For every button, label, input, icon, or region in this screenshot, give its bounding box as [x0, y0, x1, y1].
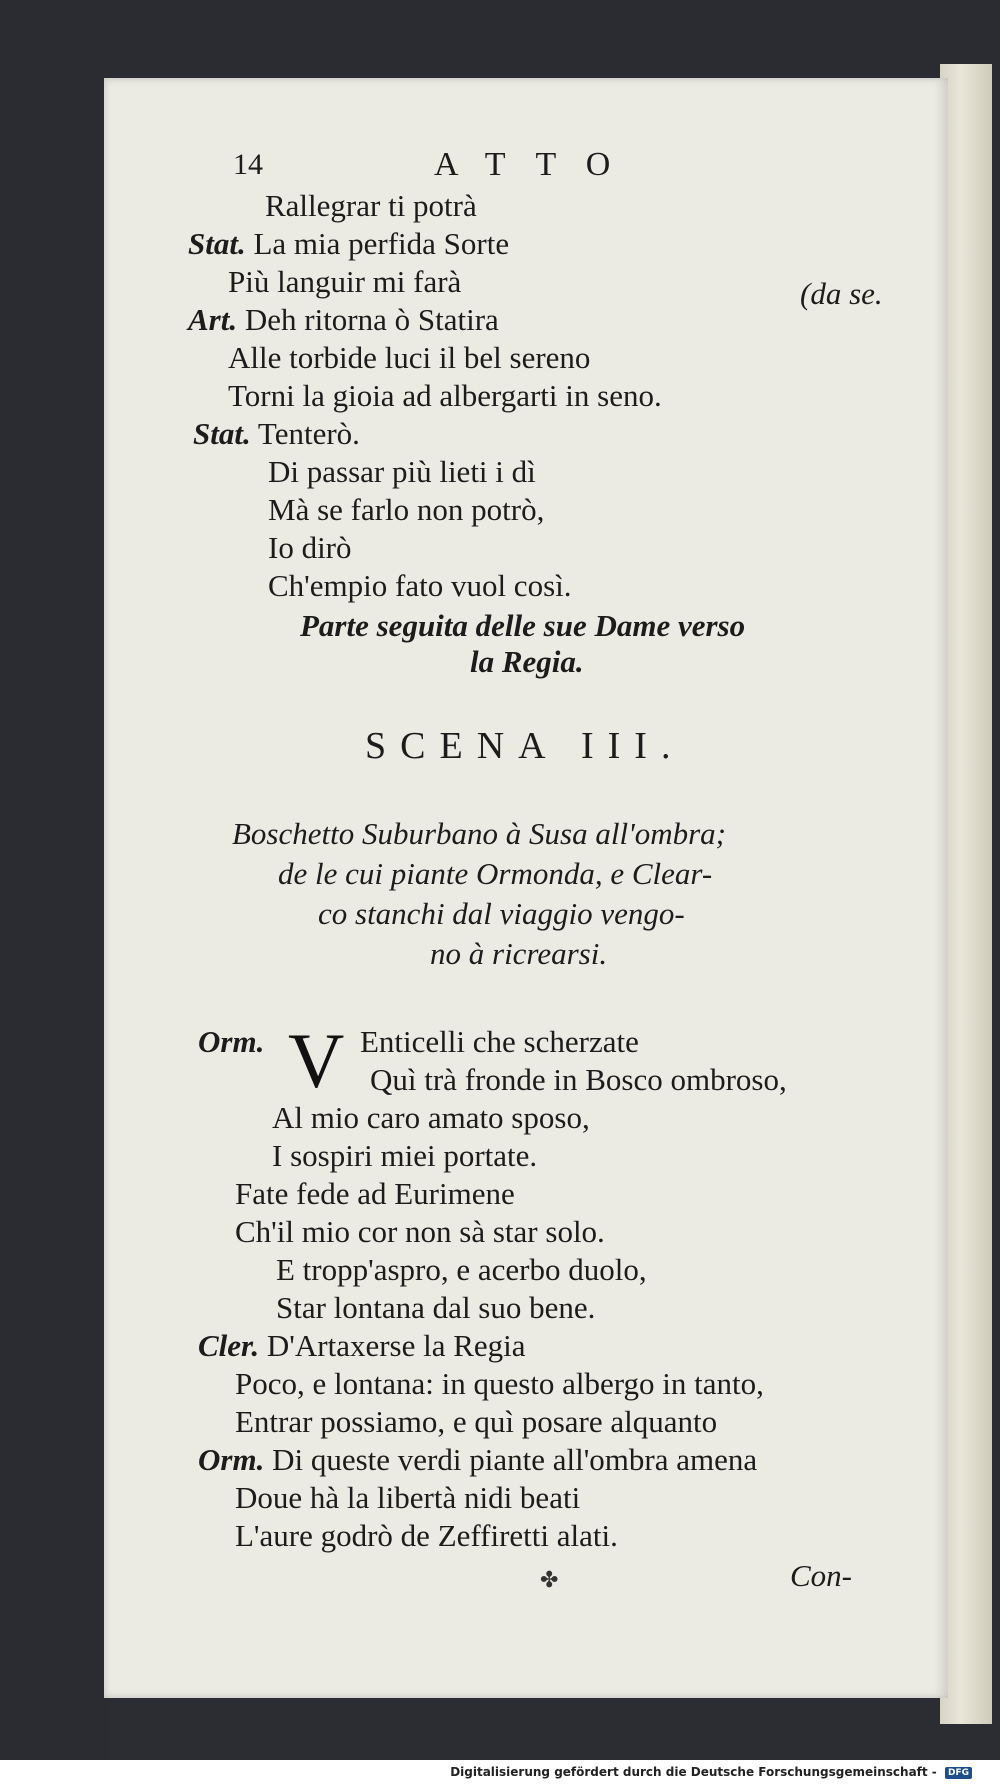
verse-line — [235, 1404, 717, 1440]
verse-line — [268, 568, 572, 604]
scan-background-left — [0, 0, 110, 1785]
speaker-label: Art. — [188, 302, 238, 337]
verse-line — [228, 378, 662, 414]
verse-text: Ch'empio fato vuol così. — [268, 568, 572, 603]
verse-line — [276, 1290, 595, 1326]
verse-text: Entrar possiamo, e quì posare alquanto — [235, 1404, 718, 1439]
verse-text: Doue hà la libertà nidi beati — [235, 1480, 581, 1515]
verse-line — [268, 530, 352, 566]
verse-line — [235, 1366, 764, 1402]
scene-description-line: no à ricrearsi. — [430, 936, 608, 971]
verse-line — [272, 1100, 590, 1136]
stage-aside: (da se. — [800, 276, 883, 311]
speaker-label: Orm. — [198, 1024, 265, 1059]
verse-line — [228, 264, 461, 300]
verse-text: Poco, e lontana: in questo albergo in tanto, — [235, 1366, 764, 1401]
page-number: 14 — [233, 148, 263, 181]
scene-title: SCENA III. — [365, 725, 685, 767]
speaker-label: Cler. — [198, 1328, 260, 1363]
drop-cap: V — [288, 1017, 345, 1104]
verse-text: Tenterò. — [257, 416, 360, 451]
verse-text: L'aure godrò de Zeffiretti alati. — [235, 1518, 618, 1553]
verse-text: I sospiri miei portate. — [272, 1138, 538, 1173]
speaker-label: Orm. — [198, 1442, 265, 1477]
verse-text: Deh ritorna ò Statira — [244, 302, 499, 337]
verse-line — [360, 1024, 639, 1060]
verse-text: Di queste verdi piante all'ombra amena — [272, 1442, 758, 1477]
scene-description-line: Boschetto Suburbano à Susa all'ombra; — [232, 816, 727, 851]
verse-line — [268, 492, 544, 528]
verse-text: Rallegrar ti potrà — [265, 188, 477, 223]
catchword: Con- — [790, 1558, 852, 1593]
verse-line — [188, 302, 499, 338]
running-head: ATTO — [434, 146, 641, 183]
verse-line — [193, 416, 360, 452]
printer-ornament-icon: ✤ — [540, 1568, 561, 1593]
verse-line — [370, 1062, 787, 1098]
digitization-credit — [450, 1765, 972, 1779]
speaker-label: Stat. — [193, 416, 251, 451]
verse-text: Più languir mi farà — [228, 264, 462, 299]
verse-line — [198, 1328, 526, 1364]
stage-direction-line: la Regia. — [470, 644, 584, 679]
scene-description-line: co stanchi dal viaggio vengo- — [318, 896, 685, 931]
verse-line — [198, 1442, 757, 1478]
verse-text: Ch'il mio cor non sà star solo. — [235, 1214, 605, 1249]
speaker-label: Stat. — [188, 226, 246, 261]
verse-line — [235, 1176, 515, 1212]
verse-line — [268, 454, 536, 490]
verse-line — [235, 1480, 580, 1516]
verse-text: Al mio caro amato sposo, — [272, 1100, 590, 1135]
verse-text: Di passar più lieti i dì — [268, 454, 536, 489]
stage-direction-line: Parte seguita delle sue Dame verso — [300, 608, 746, 643]
scan-background-top — [0, 0, 1000, 80]
verse-text: Fate fede ad Eurimene — [235, 1176, 515, 1211]
verse-line — [265, 188, 477, 224]
verse-line — [235, 1518, 618, 1554]
credit-text: Digitalisierung gefördert durch die Deutsche Forschungsgemeinschaft - — [450, 1765, 937, 1779]
verse-text: La mia perfida Sorte — [253, 226, 510, 261]
verse-line — [272, 1138, 537, 1174]
verse-text: E tropp'aspro, e acerbo duolo, — [276, 1252, 647, 1287]
verse-line — [228, 340, 590, 376]
verse-line — [235, 1214, 605, 1250]
verse-text: Mà se farlo non potrò, — [268, 492, 545, 527]
dfg-logo-icon: DFG — [945, 1767, 972, 1779]
verse-line — [276, 1252, 647, 1288]
verse-line — [188, 226, 509, 262]
verse-text: Torni la gioia ad albergarti in seno. — [228, 378, 662, 413]
verse-text: Alle torbide luci il bel sereno — [228, 340, 591, 375]
verse-line — [198, 1024, 264, 1060]
verse-text: Quì trà fronde in Bosco ombroso, — [370, 1062, 787, 1097]
verse-text: Star lontana dal suo bene. — [276, 1290, 596, 1325]
scene-description-line: de le cui piante Ormonda, e Clear- — [278, 856, 713, 891]
verse-text: Enticelli che scherzate — [360, 1024, 639, 1059]
verse-text: Io dirò — [268, 530, 352, 565]
verse-text: D'Artaxerse la Regia — [266, 1328, 526, 1363]
